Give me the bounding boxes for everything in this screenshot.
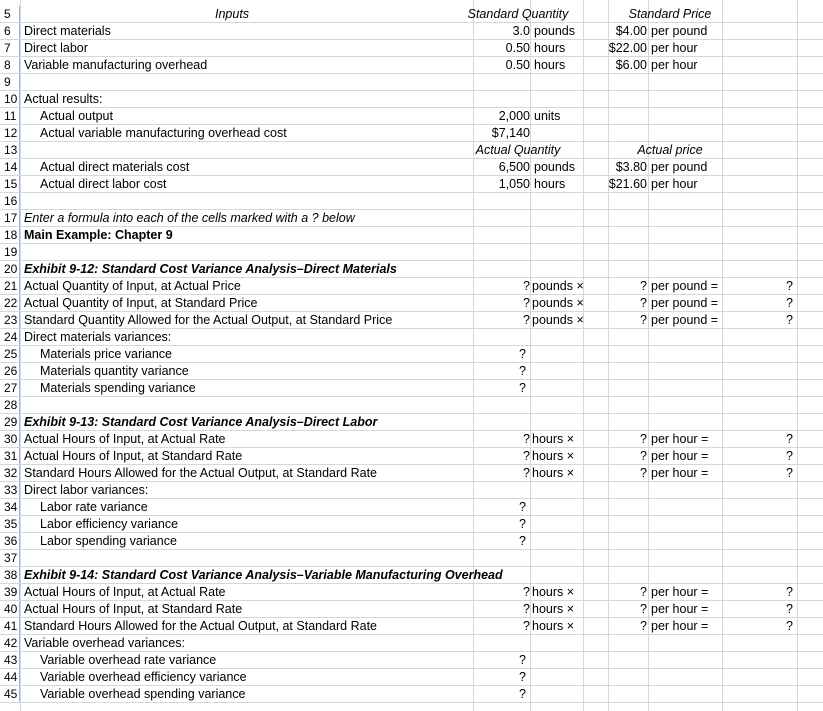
formula-cell[interactable]: ? [786,313,793,327]
cell-label: Actual direct labor cost [40,177,167,191]
cell-label: Direct labor variances: [24,483,149,497]
formula-cell[interactable]: ? [523,585,530,599]
sheet-row [0,686,823,703]
cell-label: Direct labor [24,41,88,55]
formula-cell[interactable]: ? [640,585,647,599]
sheet-row [0,499,823,516]
exhibit-title: Exhibit 9-13: Standard Cost Variance Analysis–Direct Labor [24,415,378,429]
sheet-row [0,227,823,244]
row-header[interactable]: 21 [0,278,20,294]
sheet-row [0,40,823,57]
row-header[interactable]: 40 [0,601,20,617]
cell-label: Variable manufacturing overhead [24,58,208,72]
standard-quantity-header: Standard Quantity [467,7,569,21]
exhibit-title: Exhibit 9-12: Standard Cost Variance Analysis–Direct Materials [24,262,397,276]
row-header[interactable]: 14 [0,159,20,175]
row-header[interactable]: 31 [0,448,20,464]
cell-label: Actual Quantity of Input, at Actual Price [24,279,241,293]
cell-unit: hours [534,41,566,55]
sheet-row [0,74,823,91]
row-header[interactable]: 26 [0,363,20,379]
row-header[interactable]: 30 [0,431,20,447]
cell-label: Labor efficiency variance [40,517,179,531]
cell-value: $6.00 [615,58,647,72]
sheet-row [0,278,823,295]
sheet-row [0,295,823,312]
cell-unit: per hour [651,177,698,191]
formula-cell[interactable]: ? [519,364,526,378]
formula-cell[interactable]: ? [786,602,793,616]
cell-label: Materials quantity variance [40,364,189,378]
actual-price-header: Actual price [637,143,703,157]
cell-unit: hours × [532,466,575,480]
cell-unit: hours × [532,449,575,463]
row-header[interactable]: 25 [0,346,20,362]
formula-cell[interactable]: ? [786,466,793,480]
sheet-row [0,635,823,652]
formula-cell[interactable]: ? [640,279,647,293]
cell-unit: pounds [534,160,576,174]
sheet-row [0,533,823,550]
cell-unit: per hour = [651,585,709,599]
row-header[interactable]: 16 [0,193,20,209]
row-header[interactable]: 36 [0,533,20,549]
formula-cell[interactable]: ? [640,313,647,327]
sheet-row [0,652,823,669]
row-header[interactable]: 24 [0,329,20,345]
sheet-row [0,363,823,380]
sheet-row [0,176,823,193]
row-header[interactable]: 45 [0,686,20,702]
sheet-row [0,210,823,227]
cell-label: Labor spending variance [40,534,177,548]
formula-cell[interactable]: ? [523,466,530,480]
row-header[interactable]: 7 [0,40,20,56]
row-header[interactable]: 29 [0,414,20,430]
sheet-row [0,448,823,465]
cell-unit: hours × [532,619,575,633]
cell-unit: hours × [532,585,575,599]
sheet-row [0,91,823,108]
cell-unit: per hour = [651,619,709,633]
cell-value: 0.50 [505,58,530,72]
sheet-row [0,669,823,686]
sheet-row [0,550,823,567]
formula-cell[interactable]: ? [519,347,526,361]
cell-label: Variable overhead efficiency variance [40,670,247,684]
row-header[interactable]: 23 [0,312,20,328]
formula-cell[interactable]: ? [523,313,530,327]
cell-unit: hours [534,177,566,191]
sheet-row [0,567,823,584]
row-header[interactable]: 22 [0,295,20,311]
cell-unit: per pound = [651,279,719,293]
formula-cell[interactable]: ? [786,585,793,599]
formula-cell[interactable]: ? [519,381,526,395]
sheet-row [0,346,823,363]
cell-label: Actual Hours of Input, at Actual Rate [24,432,226,446]
cell-value: $4.00 [615,24,647,38]
cell-label: Actual variable manufacturing overhead cost [40,126,287,140]
sheet-row [0,312,823,329]
formula-cell[interactable]: ? [640,602,647,616]
row-header[interactable]: 20 [0,261,20,277]
cell-label: Standard Quantity Allowed for the Actual Output, at Standard Price [24,313,393,327]
formula-cell[interactable]: ? [523,296,530,310]
row-header[interactable]: 11 [0,108,20,124]
formula-cell[interactable]: ? [640,296,647,310]
sheet-row [0,57,823,74]
row-header[interactable]: 13 [0,142,20,158]
sheet-row [0,516,823,533]
standard-price-header: Standard Price [628,7,712,21]
cell-unit: units [534,109,561,123]
sheet-row [0,431,823,448]
formula-cell[interactable]: ? [786,279,793,293]
cell-unit: per hour = [651,466,709,480]
cell-label: Variable overhead variances: [24,636,185,650]
row-header[interactable]: 33 [0,482,20,498]
cell-label: Actual direct materials cost [40,160,190,174]
formula-cell[interactable]: ? [519,670,526,684]
inputs-header: Inputs [215,7,250,21]
row-header[interactable]: 17 [0,210,20,226]
cell-unit: pounds × [532,296,584,310]
row-header[interactable]: 27 [0,380,20,396]
cell-unit: per pound = [651,296,719,310]
cell-label: Materials price variance [40,347,172,361]
cell-unit: per pound [651,24,708,38]
row-header[interactable]: 35 [0,516,20,532]
formula-cell[interactable]: ? [519,500,526,514]
cell-label: Standard Hours Allowed for the Actual Output, at Standard Rate [24,619,377,633]
sheet-row [0,329,823,346]
row-header[interactable]: 43 [0,652,20,668]
sheet-row [0,601,823,618]
cell-value: $21.60 [608,177,647,191]
cell-unit: per pound [651,160,708,174]
cell-unit: pounds [534,24,576,38]
sheet-row [0,244,823,261]
cell-unit: per hour [651,41,698,55]
instruction-text: Enter a formula into each of the cells marked with a ? below [24,211,355,225]
cell-label: Labor rate variance [40,500,148,514]
cell-value: 6,500 [498,160,530,174]
cell-label: Actual Hours of Input, at Standard Rate [24,449,243,463]
formula-cell[interactable]: ? [786,296,793,310]
sheet-row [0,397,823,414]
cell-label: Variable overhead rate variance [40,653,217,667]
row-header[interactable]: 19 [0,244,20,260]
row-header[interactable]: 38 [0,567,20,583]
row-header[interactable]: 32 [0,465,20,481]
formula-cell[interactable]: ? [640,466,647,480]
cell-value: $3.80 [615,160,647,174]
formula-cell[interactable]: ? [786,449,793,463]
cell-label: Materials spending variance [40,381,196,395]
row-header[interactable]: 10 [0,91,20,107]
cell-label: Actual Hours of Input, at Standard Rate [24,602,243,616]
row-header[interactable]: 44 [0,669,20,685]
row-header[interactable]: 41 [0,618,20,634]
formula-cell[interactable]: ? [519,653,526,667]
row-header[interactable]: 42 [0,635,20,651]
cell-label: Variable overhead spending variance [40,687,246,701]
row-header[interactable]: 37 [0,550,20,566]
formula-cell[interactable]: ? [523,602,530,616]
section-title: Main Example: Chapter 9 [24,228,173,242]
cell-value: 3.0 [512,24,530,38]
cell-value: 2,000 [498,109,530,123]
sheet-row [0,482,823,499]
sheet-row [0,142,823,159]
sheet-row [0,618,823,635]
row-header[interactable]: 18 [0,227,20,243]
sheet-row [0,414,823,431]
cell-unit: hours [534,58,566,72]
cell-unit: hours × [532,432,575,446]
sheet-row [0,159,823,176]
sheet-row [0,6,823,23]
exhibit-title: Exhibit 9-14: Standard Cost Variance Analysis–Variable Manufacturing Overhead [24,568,503,582]
sheet-row [0,380,823,397]
cell-unit: per pound = [651,313,719,327]
row-header[interactable]: 9 [0,74,20,90]
cell-label: Direct materials variances: [24,330,172,344]
formula-cell[interactable]: ? [519,687,526,701]
cell-unit: hours × [532,602,575,616]
cell-label: Actual results: [24,92,103,106]
cell-unit: pounds × [532,279,584,293]
sheet-row [0,108,823,125]
formula-cell[interactable]: ? [640,449,647,463]
row-header[interactable]: 15 [0,176,20,192]
cell-label: Actual output [40,109,113,123]
cell-value: 0.50 [505,41,530,55]
cell-unit: per hour = [651,602,709,616]
sheet-row [0,584,823,601]
formula-cell[interactable]: ? [523,449,530,463]
row-header[interactable]: 28 [0,397,20,413]
formula-cell[interactable]: ? [523,279,530,293]
cell-unit: pounds × [532,313,584,327]
sheet-row [0,261,823,278]
cell-label: Standard Hours Allowed for the Actual Output, at Standard Rate [24,466,377,480]
row-header[interactable]: 12 [0,125,20,141]
formula-cell[interactable]: ? [786,432,793,446]
cell-label: Actual Quantity of Input, at Standard Price [24,296,258,310]
cell-label: Direct materials [24,24,111,38]
formula-cell[interactable]: ? [523,432,530,446]
sheet-row [0,193,823,210]
cell-unit: per hour = [651,432,709,446]
cell-unit: per hour [651,58,698,72]
cell-value: $22.00 [608,41,647,55]
formula-cell[interactable]: ? [640,432,647,446]
formula-cell[interactable]: ? [786,619,793,633]
cell-value: 1,050 [498,177,530,191]
formula-cell[interactable]: ? [523,619,530,633]
row-header[interactable]: 5 [0,6,20,22]
cell-label: Actual Hours of Input, at Actual Rate [24,585,226,599]
actual-quantity-header: Actual Quantity [475,143,561,157]
formula-cell[interactable]: ? [519,517,526,531]
row-header[interactable]: 8 [0,57,20,73]
cell-unit: per hour = [651,449,709,463]
cell-value: $7,140 [491,126,530,140]
row-header[interactable]: 6 [0,23,20,39]
formula-cell[interactable]: ? [640,619,647,633]
row-header[interactable]: 39 [0,584,20,600]
sheet-row [0,125,823,142]
row-header[interactable]: 34 [0,499,20,515]
formula-cell[interactable]: ? [519,534,526,548]
sheet-row [0,23,823,40]
sheet-row [0,465,823,482]
